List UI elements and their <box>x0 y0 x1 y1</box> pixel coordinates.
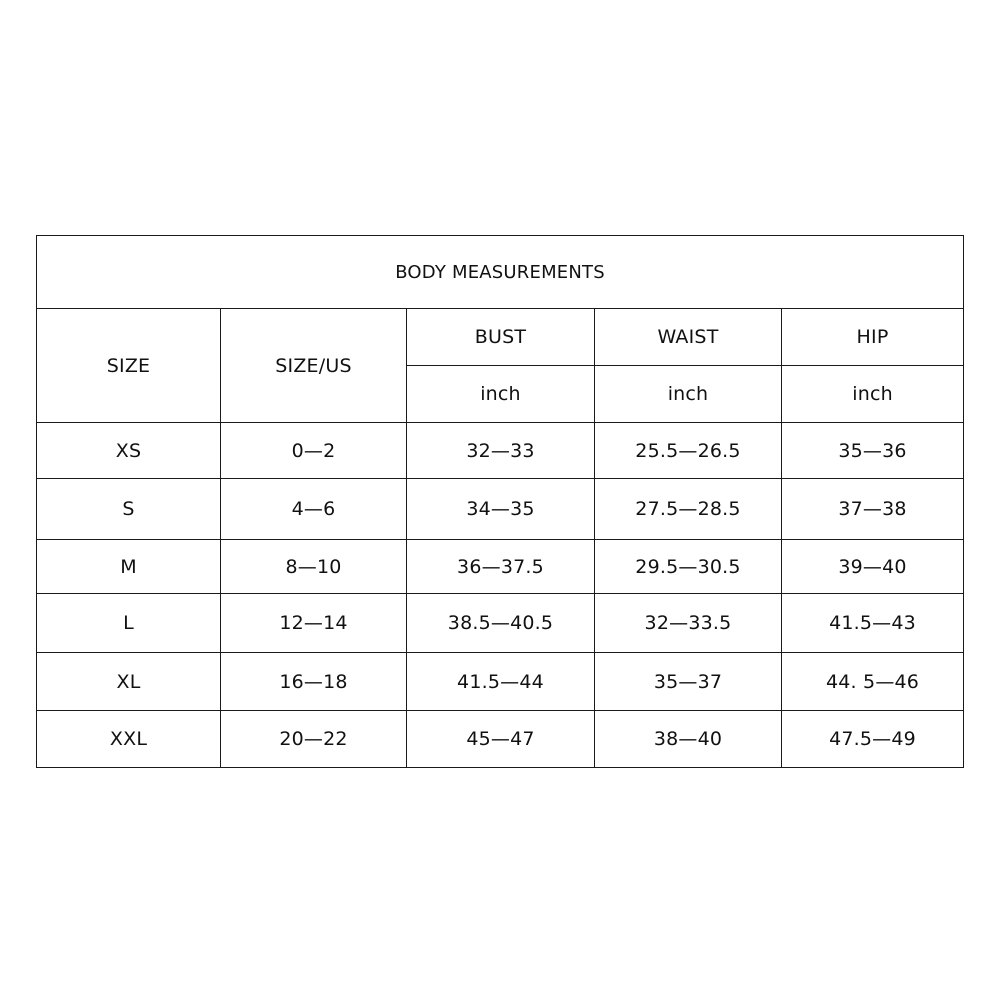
cell-bust: 41.5—44 <box>407 653 595 711</box>
cell-size-us: 8—10 <box>221 540 407 594</box>
cell-size: XXL <box>37 711 221 768</box>
cell-bust: 45—47 <box>407 711 595 768</box>
cell-bust: 32—33 <box>407 423 595 479</box>
cell-hip: 41.5—43 <box>782 594 964 653</box>
header-waist: WAIST <box>595 309 782 366</box>
title-row <box>37 236 964 309</box>
unit-waist: inch <box>595 366 782 423</box>
unit-bust: inch <box>407 366 595 423</box>
cell-size: M <box>37 540 221 594</box>
cell-waist: 27.5—28.5 <box>595 479 782 540</box>
cell-waist: 29.5—30.5 <box>595 540 782 594</box>
cell-size: XL <box>37 653 221 711</box>
size-chart-table <box>36 235 964 768</box>
cell-size: S <box>37 479 221 540</box>
header-size-us: SIZE/US <box>221 309 407 423</box>
cell-size-us: 4—6 <box>221 479 407 540</box>
table-row <box>37 540 964 594</box>
cell-size-us: 16—18 <box>221 653 407 711</box>
header-hip: HIP <box>782 309 964 366</box>
cell-waist: 32—33.5 <box>595 594 782 653</box>
unit-hip: inch <box>782 366 964 423</box>
cell-size-us: 20—22 <box>221 711 407 768</box>
cell-waist: 38—40 <box>595 711 782 768</box>
cell-bust: 36—37.5 <box>407 540 595 594</box>
header-bust: BUST <box>407 309 595 366</box>
cell-size: L <box>37 594 221 653</box>
table-row <box>37 479 964 540</box>
table-title: BODY MEASUREMENTS <box>37 236 964 309</box>
cell-hip: 44. 5—46 <box>782 653 964 711</box>
table-row <box>37 653 964 711</box>
cell-bust: 38.5—40.5 <box>407 594 595 653</box>
cell-size-us: 12—14 <box>221 594 407 653</box>
cell-hip: 39—40 <box>782 540 964 594</box>
table-row <box>37 711 964 768</box>
cell-hip: 35—36 <box>782 423 964 479</box>
cell-waist: 25.5—26.5 <box>595 423 782 479</box>
cell-hip: 47.5—49 <box>782 711 964 768</box>
table-row <box>37 423 964 479</box>
header-size: SIZE <box>37 309 221 423</box>
cell-size-us: 0—2 <box>221 423 407 479</box>
cell-waist: 35—37 <box>595 653 782 711</box>
table-row <box>37 594 964 653</box>
cell-size: XS <box>37 423 221 479</box>
cell-bust: 34—35 <box>407 479 595 540</box>
cell-hip: 37—38 <box>782 479 964 540</box>
header-row <box>37 309 964 366</box>
